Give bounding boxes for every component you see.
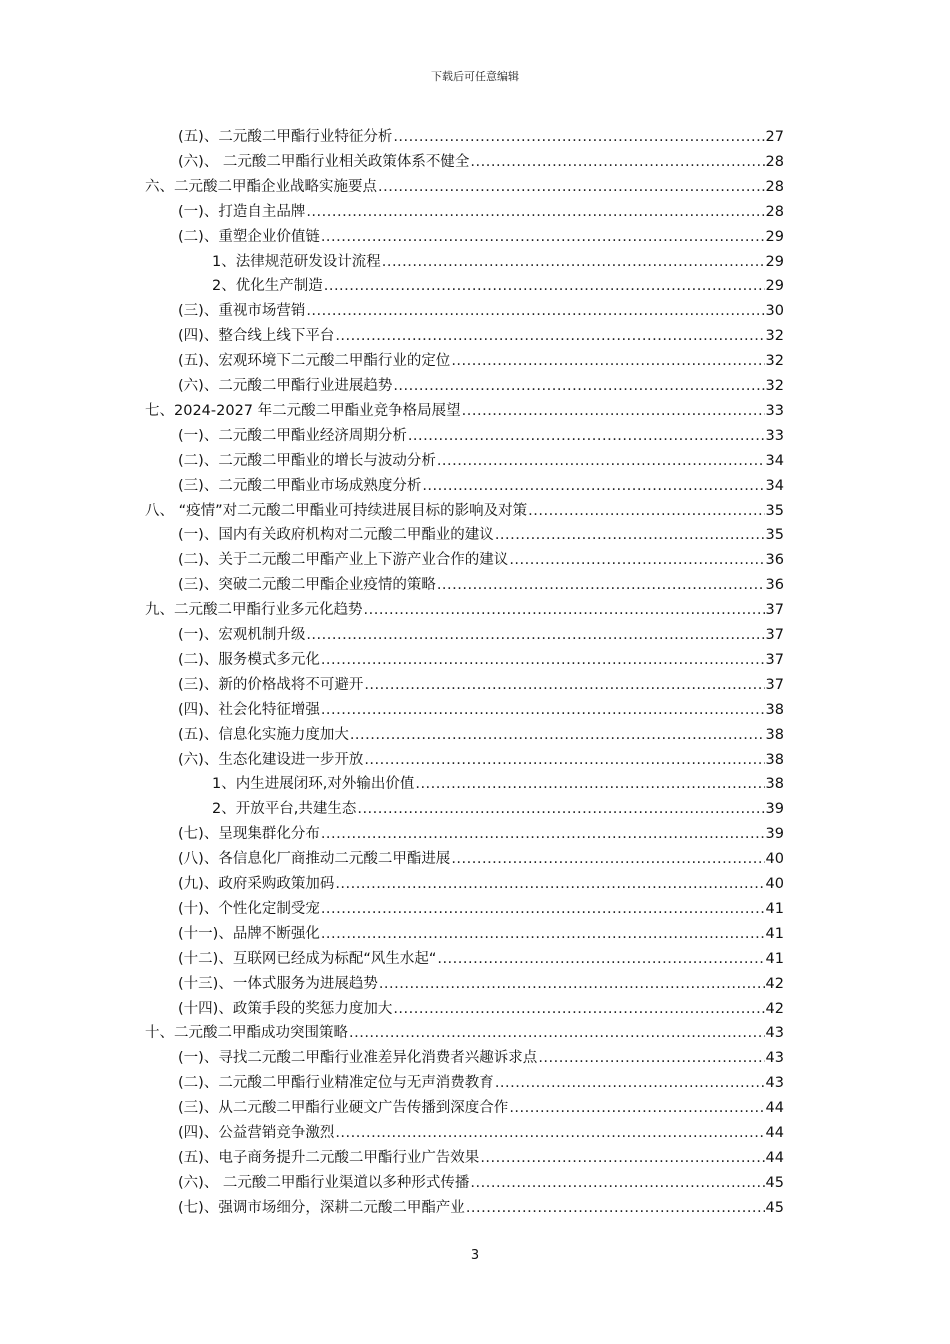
toc-dot-leader — [364, 598, 765, 622]
toc-dot-leader — [415, 772, 764, 796]
toc-dot-leader — [321, 225, 765, 249]
toc-entry[interactable] — [178, 1196, 784, 1220]
toc-dot-leader — [321, 922, 765, 946]
toc-entry-page: 43 — [765, 1050, 784, 1067]
toc-entry-page: 43 — [765, 1025, 784, 1042]
toc-entry[interactable] — [178, 523, 784, 547]
toc-entry-title: (三)、二元酸二甲酯业市场成熟度分析 — [178, 477, 422, 494]
toc-dot-leader — [335, 1121, 764, 1145]
toc-dot-leader — [393, 374, 764, 398]
toc-dot-leader — [335, 324, 764, 348]
toc-entry-title: (一)、国内有关政府机构对二元酸二甲酯业的建议 — [178, 527, 494, 544]
toc-entry[interactable] — [178, 374, 784, 398]
toc-dot-leader — [509, 1096, 764, 1120]
toc-dot-leader — [528, 499, 764, 523]
toc-entry-page: 41 — [765, 950, 784, 967]
toc-dot-leader — [437, 449, 765, 473]
toc-dot-leader — [306, 623, 764, 647]
toc-entry-page: 44 — [765, 1149, 784, 1166]
toc-dot-leader — [451, 349, 764, 373]
toc-entry-page: 28 — [765, 153, 784, 170]
toc-dot-leader — [335, 872, 764, 896]
toc-entry-page: 34 — [765, 452, 784, 469]
toc-dot-leader — [437, 573, 765, 597]
toc-entry[interactable] — [178, 1121, 784, 1145]
toc-entry-title: (二)、重塑企业价值链 — [178, 228, 320, 245]
toc-entry-title: 七、2024-2027 年二元酸二甲酯业竞争格局展望 — [145, 402, 461, 419]
toc-entry-title: (五)、信息化实施力度加大 — [178, 726, 349, 743]
toc-entry[interactable] — [178, 648, 784, 672]
toc-entry-page: 44 — [765, 1125, 784, 1141]
toc-dot-leader — [538, 1046, 764, 1070]
toc-entry-page: 33 — [765, 427, 784, 444]
toc-dot-leader — [470, 150, 764, 174]
toc-dot-leader — [357, 797, 764, 821]
page-number: 3 — [470, 1248, 480, 1263]
toc-dot-leader — [382, 250, 765, 274]
toc-entry-title: 十、二元酸二甲酯成功突围策略 — [145, 1025, 348, 1042]
toc-entry-title: 六、二元酸二甲酯企业战略实施要点 — [145, 178, 377, 195]
toc-entry[interactable] — [178, 200, 784, 224]
toc-entry-title: (六)、 二元酸二甲酯行业渠道以多种形式传播 — [178, 1174, 470, 1191]
toc-entry-page: 38 — [765, 726, 784, 743]
toc-dot-leader — [364, 748, 764, 772]
toc-dot-leader — [321, 897, 765, 921]
toc-entry[interactable] — [178, 1171, 784, 1195]
toc-entry[interactable] — [212, 797, 784, 821]
toc-entry-title: 2、优化生产制造 — [212, 278, 323, 295]
toc-entry[interactable] — [178, 623, 784, 647]
toc-dot-leader — [408, 424, 765, 448]
toc-entry-page: 37 — [765, 651, 784, 668]
toc-entry-title: (十四)、政策手段的奖惩力度加大 — [178, 1000, 393, 1017]
toc-entry-title: (二)、关于二元酸二甲酯产业上下游产业合作的建议 — [178, 552, 509, 569]
toc-dot-leader — [364, 673, 764, 697]
toc-dot-leader — [422, 474, 764, 498]
toc-entry-page: 28 — [765, 178, 784, 195]
toc-entry[interactable] — [178, 548, 784, 572]
toc-entry-title: 九、二元酸二甲酯行业多元化趋势 — [145, 602, 363, 619]
toc-entry[interactable] — [178, 698, 784, 722]
toc-entry[interactable] — [178, 474, 784, 498]
toc-entry-page: 29 — [765, 278, 784, 295]
toc-entry-title: (八)、各信息化厂商推动二元酸二甲酯进展 — [178, 851, 451, 868]
toc-entry-page: 37 — [765, 627, 784, 643]
toc-entry-page: 41 — [765, 900, 784, 917]
toc-dot-leader — [466, 1196, 765, 1220]
toc-entry-page: 42 — [765, 1000, 784, 1017]
toc-entry-title: (四)、社会化特征增强 — [178, 701, 320, 718]
toc-entry-title: (十三)、一体式服务为进展趋势 — [178, 975, 378, 992]
toc-entry-page: 40 — [765, 876, 784, 892]
toc-dot-leader — [393, 125, 764, 149]
toc-dot-leader — [378, 175, 765, 199]
page-header: 下载后可任意编辑 — [431, 70, 519, 83]
toc-entry[interactable] — [178, 125, 784, 149]
toc-entry[interactable] — [178, 748, 784, 772]
toc-entry[interactable] — [178, 225, 784, 249]
toc-entry-title: (三)、从二元酸二甲酯行业硬文广告传播到深度合作 — [178, 1100, 509, 1117]
toc-entry[interactable] — [178, 897, 784, 921]
toc-entry[interactable] — [178, 847, 784, 871]
toc-entry-page: 44 — [765, 1100, 784, 1117]
toc-entry-title: (一)、寻找二元酸二甲酯行业准差异化消费者兴趣诉求点 — [178, 1050, 538, 1067]
toc-entry-title: (五)、宏观环境下二元酸二甲酯行业的定位 — [178, 353, 451, 370]
toc-entry-page: 38 — [765, 701, 784, 718]
toc-dot-leader — [379, 972, 765, 996]
toc-entry-page: 33 — [765, 402, 784, 419]
toc-entry-page: 41 — [765, 925, 784, 942]
toc-entry-page: 39 — [765, 801, 784, 818]
toc-entry-page: 37 — [765, 676, 784, 693]
toc-entry[interactable] — [178, 997, 784, 1021]
toc-entry[interactable] — [178, 1146, 784, 1170]
toc-dot-leader — [393, 997, 764, 1021]
toc-entry-page: 30 — [765, 303, 784, 320]
toc-entry-title: (二)、二元酸二甲酯行业精准定位与无声消费教育 — [178, 1075, 494, 1092]
toc-entry-title: (一)、打造自主品牌 — [178, 203, 306, 220]
toc-entry-title: (三)、突破二元酸二甲酯企业疫情的策略 — [178, 577, 436, 594]
toc-entry[interactable] — [178, 673, 784, 697]
toc-entry-title: (十)、个性化定制受宠 — [178, 900, 320, 917]
toc-dot-leader — [437, 947, 764, 971]
toc-entry-title: (三)、新的价格战将不可避开 — [178, 676, 364, 693]
toc-entry[interactable] — [178, 1096, 784, 1120]
toc-dot-leader — [480, 1146, 764, 1170]
toc-dot-leader — [349, 1021, 765, 1045]
toc-entry-page: 29 — [765, 228, 784, 245]
toc-dot-leader — [321, 648, 765, 672]
toc-entry-title: (九)、政府采购政策加码 — [178, 876, 335, 892]
toc-entry-page: 35 — [765, 502, 784, 519]
toc-entry-title: (四)、整合线上线下平台 — [178, 328, 335, 345]
toc-entry[interactable] — [145, 399, 784, 423]
toc-entry-title: 1、内生进展闭环,对外输出价值 — [212, 776, 415, 793]
toc-entry[interactable] — [178, 150, 784, 174]
toc-entry[interactable] — [178, 872, 784, 896]
toc-entry[interactable] — [178, 573, 784, 597]
toc-dot-leader — [306, 200, 764, 224]
toc-entry-page: 32 — [765, 378, 784, 394]
toc-entry[interactable] — [212, 250, 784, 274]
toc-entry-page: 27 — [765, 129, 784, 145]
toc-entry-page: 43 — [765, 1075, 784, 1092]
toc-dot-leader — [324, 274, 765, 298]
toc-dot-leader — [350, 723, 765, 747]
toc-entry-title: (七)、强调市场细分，深耕二元酸二甲酯产业 — [178, 1199, 465, 1216]
toc-entry-page: 38 — [765, 751, 784, 768]
toc-entry-title: (二)、服务模式多元化 — [178, 651, 320, 668]
toc-dot-leader — [509, 548, 764, 572]
toc-entry-title: (五)、二元酸二甲酯行业特征分析 — [178, 129, 393, 145]
toc-entry[interactable] — [145, 1021, 784, 1045]
toc-entry-title: 1、法律规范研发设计流程 — [212, 253, 381, 270]
toc-entry-title: (六)、生态化建设进一步开放 — [178, 751, 364, 768]
toc-entry-page: 28 — [765, 203, 784, 220]
toc-dot-leader — [495, 1071, 765, 1095]
toc-entry-page: 38 — [765, 776, 784, 793]
toc-entry-page: 45 — [765, 1199, 784, 1216]
toc-entry[interactable] — [145, 499, 784, 523]
toc-entry[interactable] — [178, 723, 784, 747]
toc-entry[interactable] — [178, 449, 784, 473]
toc-entry-title: (四)、公益营销竞争激烈 — [178, 1125, 335, 1141]
toc-entry-title: (一)、宏观机制升级 — [178, 627, 306, 643]
toc-entry-title: 八、 “疫情”对二元酸二甲酯业可持续进展目标的影响及对策 — [145, 502, 528, 519]
toc-entry-title: (七)、呈现集群化分布 — [178, 826, 320, 843]
toc-entry[interactable] — [178, 947, 784, 971]
toc-entry-title: (一)、二元酸二甲酯业经济周期分析 — [178, 427, 407, 444]
toc-dot-leader — [306, 299, 764, 323]
toc-entry[interactable] — [145, 598, 784, 622]
toc-entry-title: (六)、 二元酸二甲酯行业相关政策体系不健全 — [178, 153, 470, 170]
toc-entry[interactable] — [178, 424, 784, 448]
toc-entry-page: 36 — [765, 577, 784, 594]
toc-entry[interactable] — [178, 324, 784, 348]
toc-entry[interactable] — [212, 772, 784, 796]
toc-dot-leader — [321, 698, 765, 722]
toc-entry-title: (十二)、互联网已经成为标配“风生水起“ — [178, 950, 437, 967]
toc-entry[interactable] — [178, 349, 784, 373]
toc-entry-page: 34 — [765, 477, 784, 494]
toc-entry-page: 45 — [765, 1174, 784, 1191]
toc-entry-page: 36 — [765, 552, 784, 569]
toc-entry-page: 42 — [765, 975, 784, 992]
toc-entry[interactable] — [178, 822, 784, 846]
toc-entry-title: (五)、电子商务提升二元酸二甲酯行业广告效果 — [178, 1149, 480, 1166]
toc-dot-leader — [470, 1171, 764, 1195]
toc-entry-title: (十一)、品牌不断强化 — [178, 925, 320, 942]
toc-entry-page: 37 — [765, 602, 784, 619]
toc-entry-page: 39 — [765, 826, 784, 843]
toc-entry[interactable] — [178, 299, 784, 323]
toc-entry-title: (六)、二元酸二甲酯行业进展趋势 — [178, 378, 393, 394]
toc-entry[interactable] — [178, 922, 784, 946]
toc-dot-leader — [451, 847, 764, 871]
toc-entry[interactable] — [178, 1071, 784, 1095]
toc-entry-page: 32 — [765, 353, 784, 370]
toc-entry[interactable] — [178, 972, 784, 996]
toc-entry-page: 35 — [765, 527, 784, 544]
toc-dot-leader — [321, 822, 765, 846]
toc-entry[interactable] — [178, 1046, 784, 1070]
toc-entry-page: 40 — [765, 851, 784, 868]
toc-dot-leader — [462, 399, 765, 423]
toc-entry-page: 32 — [765, 328, 784, 345]
toc-entry-title: 2、开放平台,共建生态 — [212, 801, 357, 818]
toc-dot-leader — [495, 523, 765, 547]
toc-entry-title: (三)、重视市场营销 — [178, 303, 306, 320]
toc-entry[interactable] — [212, 274, 784, 298]
toc-entry-title: (二)、二元酸二甲酯业的增长与波动分析 — [178, 452, 436, 469]
toc-entry-page: 29 — [765, 253, 784, 270]
toc-entry[interactable] — [145, 175, 784, 199]
